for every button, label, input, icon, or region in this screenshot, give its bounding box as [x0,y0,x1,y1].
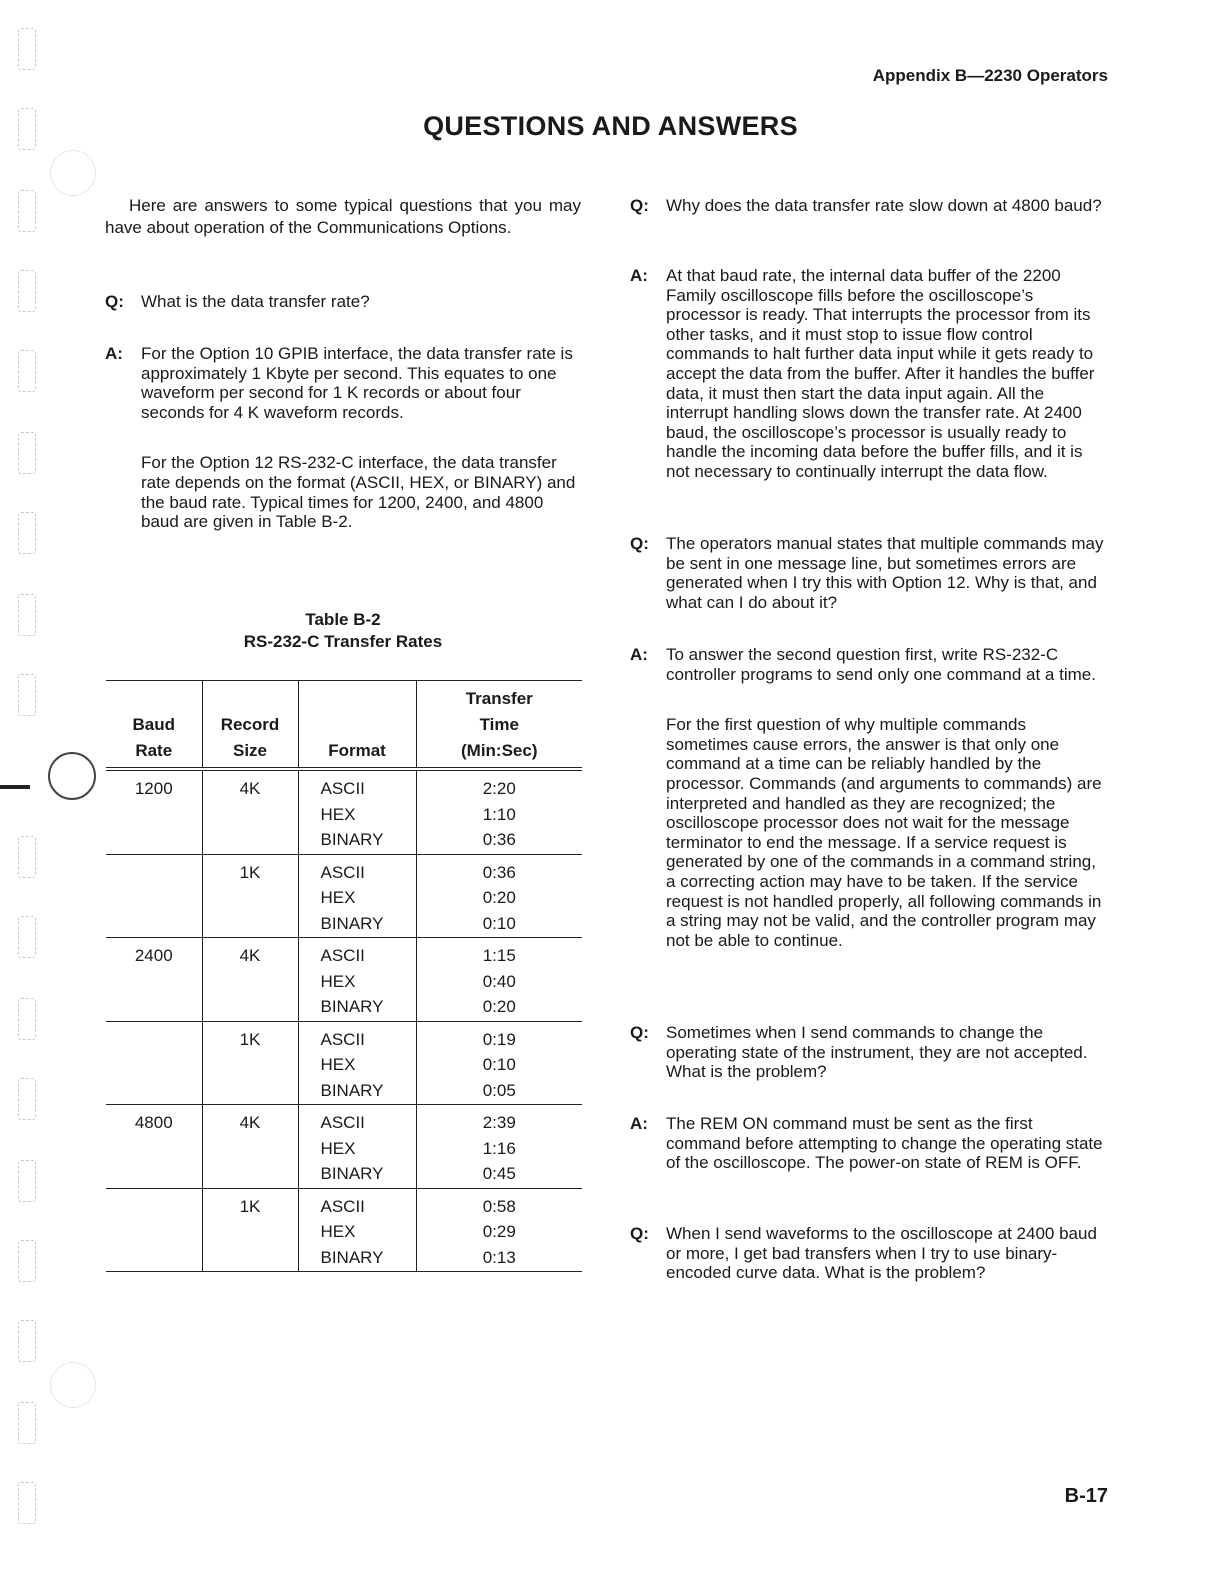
qa-paragraph: Sometimes when I send commands to change the operating state of the instrument, they are not accepted. What is the problem? [666,1023,1088,1082]
format-cell: ASCII HEX BINARY [298,938,416,1022]
qa-text [666,266,1108,482]
binder-tab-mark [18,1240,36,1282]
record-size-cell: 1K [202,1021,298,1105]
table-row [106,1188,582,1272]
qa-paragraph: Why does the data transfer rate slow down at 4800 baud? [666,196,1102,215]
binder-tab-mark [18,998,36,1040]
page-title: QUESTIONS AND ANSWERS [423,111,798,141]
record-size-cell: 4K [202,1105,298,1189]
column-header-record-size: Record Size [202,681,298,770]
running-head: Appendix B—2230 Operators [872,66,1108,85]
qa-paragraph: The operators manual states that multiple commands may be sent in one message line, but sometimes errors are generated when I try this with Option 12. Why is that, and what can I do about it? [666,534,1104,612]
qa-paragraph: For the Option 10 GPIB interface, the data transfer rate is approximately 1 Kbyte per second. This equates to one waveform per second for 1 K records or about four seconds for 4 K waveform records. [141,344,573,422]
qa-paragraph: For the Option 12 RS-232-C interface, the data transfer rate depends on the format (ASCII, HEX, or BINARY) and the baud rate. Typical times for 1200, 2400, and 4800 baud are given in Table B-2. [141,453,576,532]
table-row [106,769,582,854]
qa-tag: A: [105,344,123,363]
qa-tag: A: [630,1114,648,1133]
qa-item [630,534,1108,612]
binder-tab-mark [18,674,36,716]
binder-tab-mark [18,1320,36,1362]
time-cell: 1:15 0:40 0:20 [416,938,582,1022]
binder-tab-mark [18,594,36,636]
format-cell: ASCII HEX BINARY [298,1105,416,1189]
qa-item [630,1023,1108,1082]
time-cell: 0:58 0:29 0:13 [416,1188,582,1272]
record-size-cell: 4K [202,938,298,1022]
margin-rule-mark [0,785,30,789]
binder-tab-mark [18,916,36,958]
punch-hole [50,150,96,196]
table-number: Table B-2 [305,610,381,629]
baud-cell: 4800 [106,1105,202,1189]
baud-cell [106,854,202,938]
intro-paragraph: Here are answers to some typical questions that you may have about operation of the Communications Options. [105,196,581,237]
column-header-format: Format [298,681,416,770]
qa-tag: Q: [630,196,649,215]
format-cell: ASCII HEX BINARY [298,769,416,854]
qa-text [666,1224,1108,1283]
baud-cell [106,1021,202,1105]
qa-tag: Q: [630,534,649,553]
qa-item [630,1224,1108,1283]
qa-tag: A: [630,645,648,664]
table-row [106,854,582,938]
page-number: B-17 [1064,1485,1108,1507]
qa-text [666,645,1108,950]
transfer-rates-table [106,680,582,1272]
table-row [106,1021,582,1105]
qa-text [666,534,1108,612]
format-cell: ASCII HEX BINARY [298,854,416,938]
qa-item [630,266,1108,482]
binder-tab-mark [18,836,36,878]
qa-text [141,292,581,312]
qa-text [666,196,1108,216]
binder-tab-mark [18,190,36,232]
qa-item [630,196,1108,216]
binder-tab-mark [18,28,36,70]
qa-paragraph: The REM ON command must be sent as the first command before attempting to change the operating state of the oscilloscope. The power-on state of REM is OFF. [666,1114,1103,1173]
binder-tab-mark [18,350,36,392]
baud-cell: 1200 [106,769,202,854]
qa-paragraph: For the first question of why multiple commands sometimes cause errors, the answer is that only one command at a time can be reliably handled by the processor. Commands (and arguments to commands) are interpreted and handled as they are recognized; the oscilloscope processor does not wait for the message terminator to end the message. If a service request is generated by one of the commands in a command string, a correcting action may have to be taken. If the service request is not handled properly, all following commands in a string may not be valid, and the controller program may not be able to continue. [666,715,1102,950]
qa-text [141,344,581,532]
qa-text [666,1114,1108,1173]
qa-paragraph: When I send waveforms to the oscilloscope at 2400 baud or more, I get bad transfers when I try to use binary-encoded curve data. What is the problem? [666,1224,1097,1283]
binder-tab-mark [18,1078,36,1120]
qa-tag: Q: [630,1023,649,1042]
qa-tag: Q: [105,292,124,311]
binder-tab-mark [18,512,36,554]
qa-tag: A: [630,266,648,285]
record-size-cell: 4K [202,769,298,854]
punch-hole [48,752,96,800]
column-header-transfer-time: Transfer Time (Min:Sec) [416,681,582,770]
baud-cell [106,1188,202,1272]
format-cell: ASCII HEX BINARY [298,1021,416,1105]
format-cell: ASCII HEX BINARY [298,1188,416,1272]
qa-tag: Q: [630,1224,649,1243]
column-header-baud-rate: Baud Rate [106,681,202,770]
time-cell: 2:20 1:10 0:36 [416,769,582,854]
qa-item [105,292,581,312]
qa-item [630,645,1108,950]
binder-tab-mark [18,270,36,312]
time-cell: 2:39 1:16 0:45 [416,1105,582,1189]
binder-tab-mark [18,432,36,474]
record-size-cell: 1K [202,1188,298,1272]
binder-tab-mark [18,1482,36,1524]
qa-text [666,1023,1108,1082]
qa-paragraph: What is the data transfer rate? [141,292,370,311]
qa-item [630,1114,1108,1173]
baud-cell: 2400 [106,938,202,1022]
qa-paragraph: To answer the second question first, write RS-232-C controller programs to send only one command at a time. [666,645,1096,684]
table-title: RS-232-C Transfer Rates [243,632,443,651]
table-row [106,938,582,1022]
binder-tab-mark [18,1160,36,1202]
punch-hole [50,1362,96,1408]
qa-paragraph: At that baud rate, the internal data buffer of the 2200 Family oscilloscope fills before the oscilloscope’s processor is ready. That interrupts the processor from its other tasks, and it must stop to issue flow control commands to halt further data input while it gets ready to accept the data from the buffer. After it handles the buffer data, it must then start the data input again. All the interrupt handling slows down the transfer rate. At 2400 baud, the oscilloscope’s processor is usually ready to handle the incoming data before the buffer fills, and it is not necessary to continually interrupt the data flow. [666,266,1095,481]
record-size-cell: 1K [202,854,298,938]
time-cell: 0:19 0:10 0:05 [416,1021,582,1105]
time-cell: 0:36 0:20 0:10 [416,854,582,938]
qa-item [105,344,581,532]
binder-tab-mark [18,1402,36,1444]
table-row [106,1105,582,1189]
